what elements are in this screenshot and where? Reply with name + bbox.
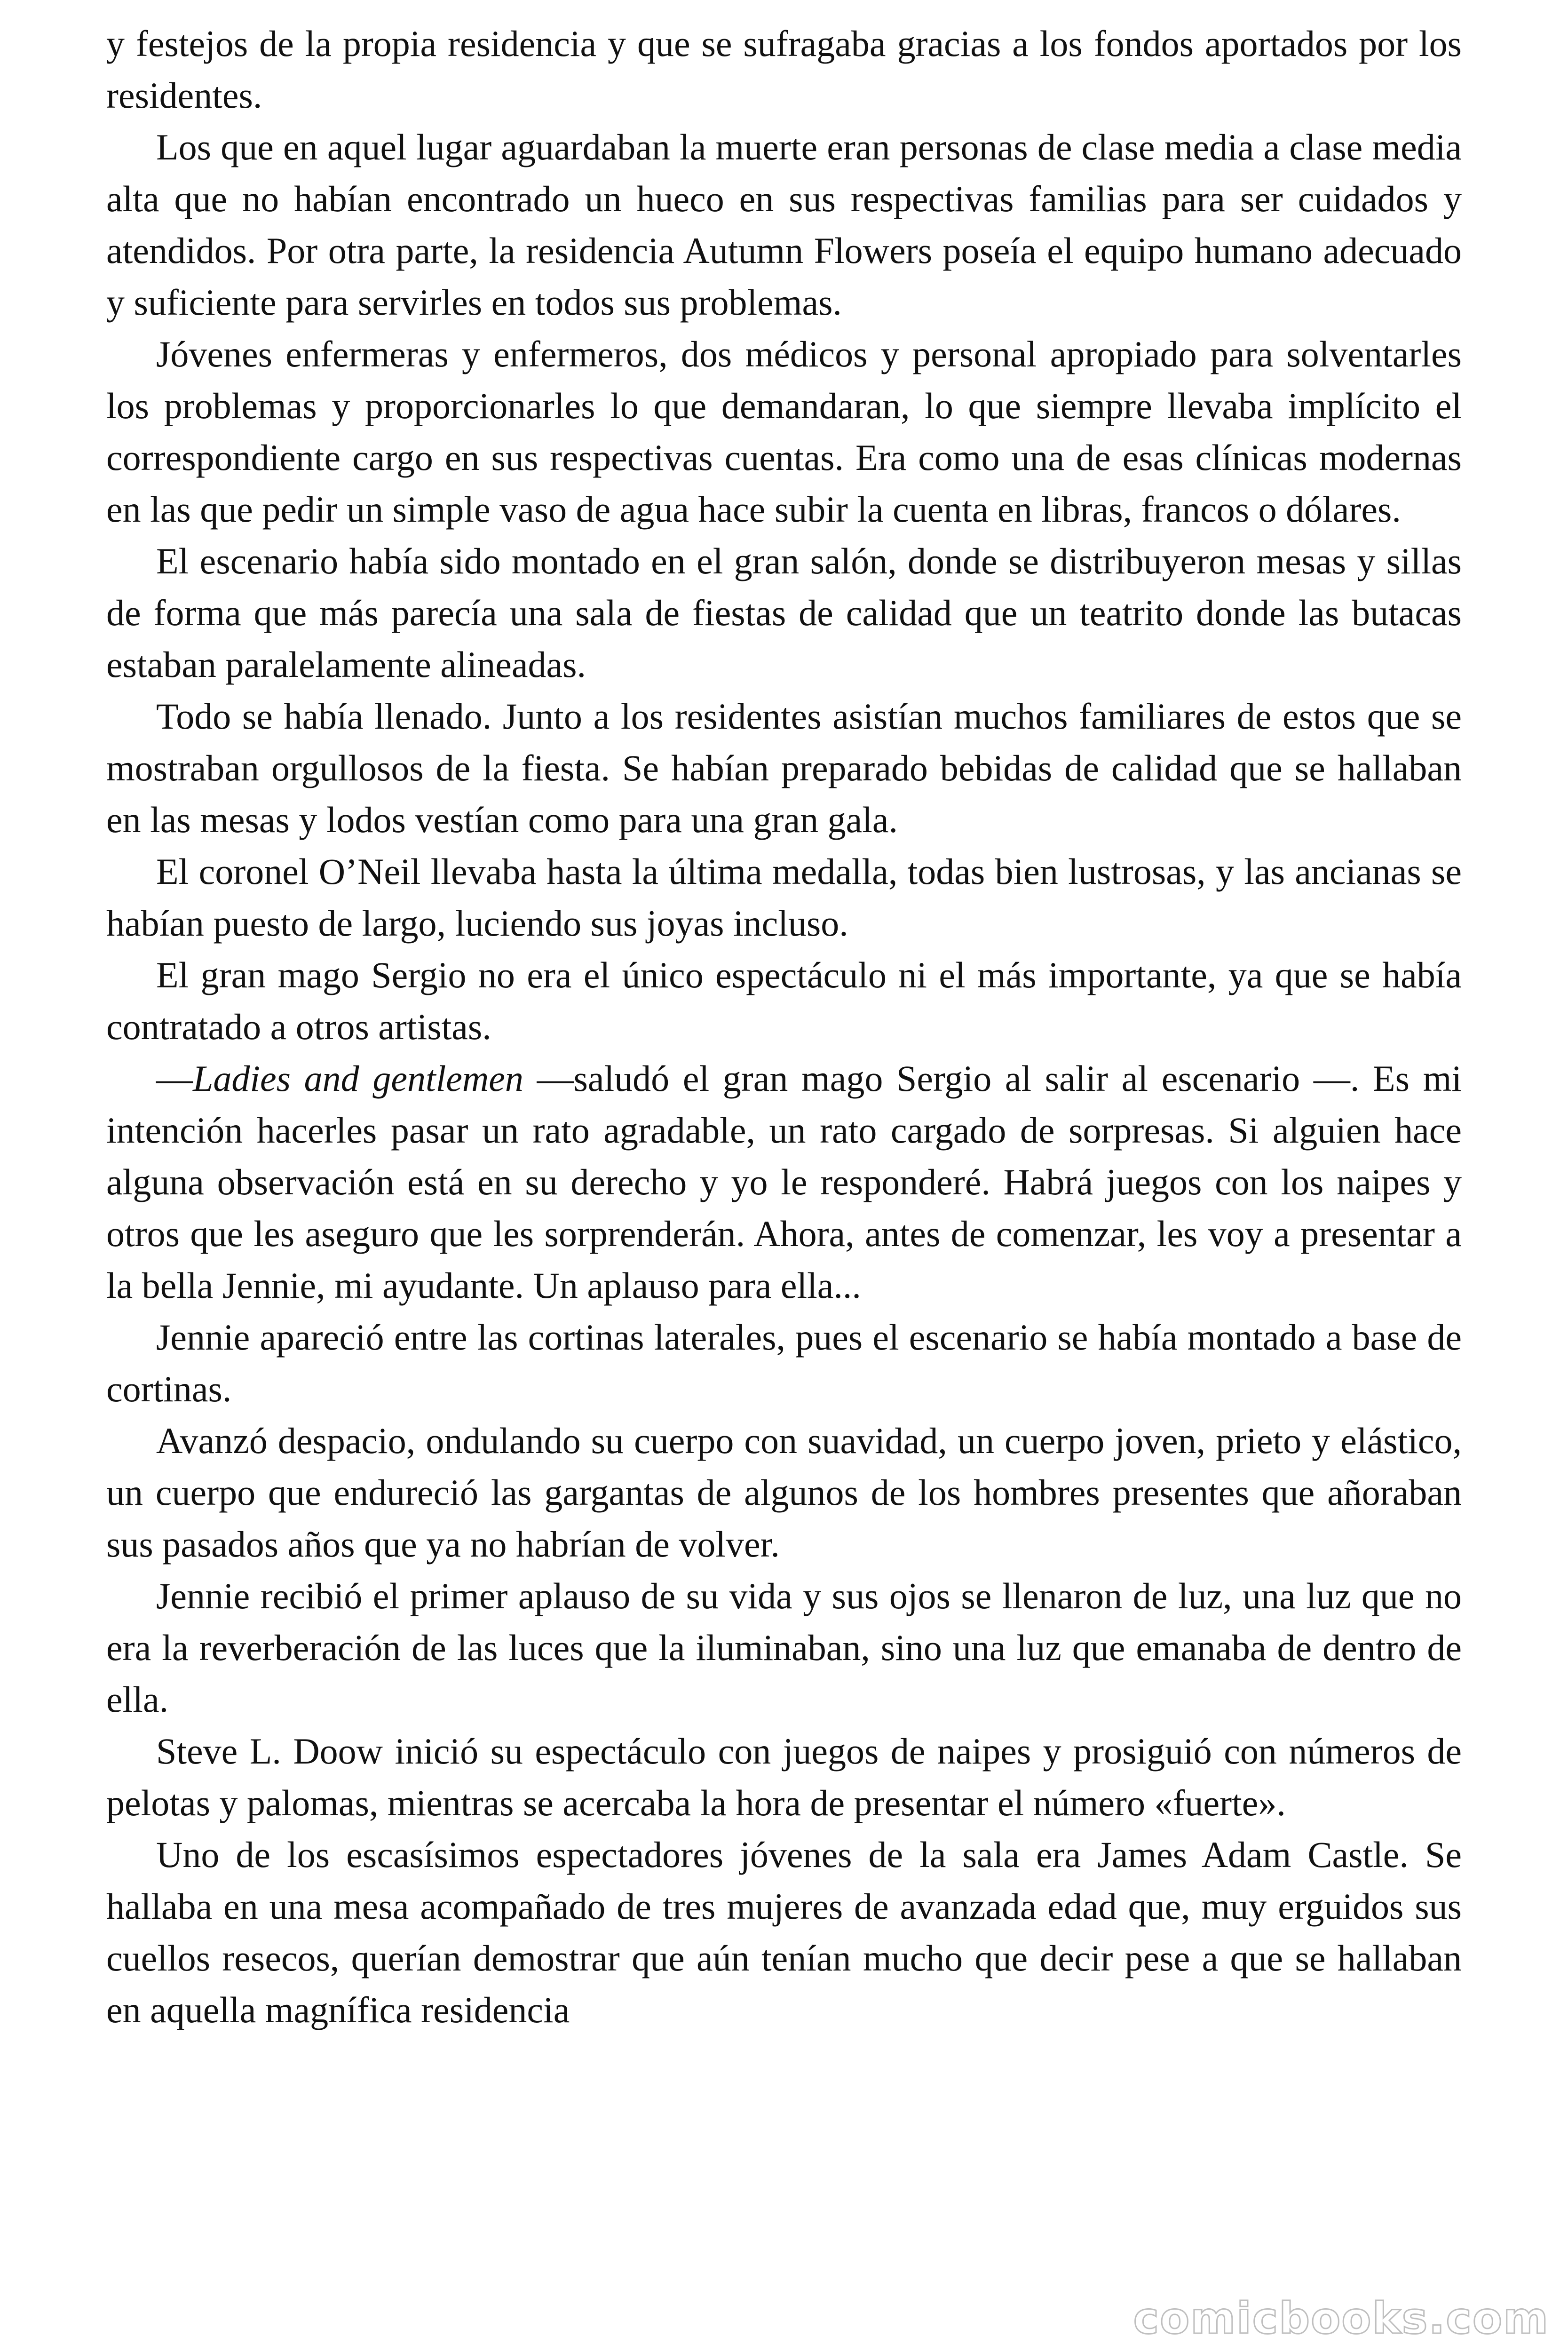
- paragraph: Steve L. Doow inició su espectáculo con juegos de naipes y prosiguió con números de pelotas y palomas, mientras se acercaba la hora de presentar el número «fuerte».: [106, 1731, 1462, 1823]
- paragraph: Los que en aquel lugar aguardaban la muerte eran personas de clase media a clase media alta que no habían encontrado un hueco en sus respectivas familias para ser cuidados y atendidos. Por otra parte, la residencia Autumn Flowers poseía el equipo humano adecuado y suficiente para servirles en todos sus problemas.: [106, 127, 1462, 323]
- dialogue-paragraph: [106, 1053, 1462, 1311]
- paragraph: Jennie apareció entre las cortinas laterales, pues el escenario se había montado a base de cortinas.: [106, 1317, 1462, 1409]
- paragraph-continued: y festejos de la propia residencia y que se sufragaba gracias a los fondos aportados por los residentes.: [106, 23, 1462, 116]
- paragraph: Uno de los escasísimos espectadores jóvenes de la sala era James Adam Castle. Se hallaba en una mesa acompañado de tres mujeres de avanzada edad que, muy erguidos sus cuellos resecos, querían demostrar que aún tenían mucho que decir pese a que se hallaban en aquella magnífica residencia: [106, 1834, 1462, 2030]
- paragraph: Todo se había llenado. Junto a los residentes asistían muchos familiares de estos que se mostraban orgullosos de la fiesta. Se habían preparado bebidas de calidad que se hallaban en las mesas y lodos vestían como para una gran gala.: [106, 696, 1462, 840]
- paragraph: El escenario había sido montado en el gran salón, donde se distribuyeron mesas y sillas de forma que más parecía una sala de fiestas de calidad que un teatrito donde las butacas estaban paralelamente alineadas.: [106, 540, 1462, 685]
- dialogue-text: —saludó el gran mago Sergio al salir al escenario —. Es mi intención hacerles pasar un rato agradable, un rato cargado de sorpresas. Si alguien hace alguna observación está en su derecho y yo le responderé. Habrá juegos con los naipes y otros que les aseguro que les sorprenderán. Ahora, antes de comenzar, les voy a presentar a la bella Jennie, mi ayudante. Un aplauso para ella...: [106, 1058, 1462, 1306]
- paragraph: Jennie recibió el primer aplauso de su vida y sus ojos se llenaron de luz, una luz que no era la reverberación de las luces que la iluminaban, sino una luz que emanaba de dentro de ella.: [106, 1575, 1462, 1720]
- paragraph: Avanzó despacio, ondulando su cuerpo con suavidad, un cuerpo joven, prieto y elástico, un cuerpo que endureció las gargantas de algunos de los hombres presentes que añoraban sus pasados años que ya no habrían de volver.: [106, 1420, 1462, 1565]
- italic-phrase: Ladies and gentlemen: [193, 1058, 523, 1099]
- document-body: [106, 18, 1462, 2036]
- paragraph: El gran mago Sergio no era el único espectáculo ni el más importante, ya que se había contratado a otros artistas.: [106, 954, 1462, 1047]
- dialogue-dash: —: [156, 1058, 193, 1099]
- watermark: comicbooks.com: [1133, 2293, 1549, 2344]
- paragraph: Jóvenes enfermeras y enfermeros, dos médicos y personal apropiado para solventarles los problemas y proporcionarles lo que demandaran, lo que siempre llevaba implícito el correspondiente cargo en sus respectivas cuentas. Era como una de esas clínicas modernas en las que pedir un simple vaso de agua hace subir la cuenta en libras, francos o dólares.: [106, 334, 1462, 530]
- paragraph: El coronel O’Neil llevaba hasta la última medalla, todas bien lustrosas, y las ancianas se habían puesto de largo, luciendo sus joyas incluso.: [106, 851, 1462, 944]
